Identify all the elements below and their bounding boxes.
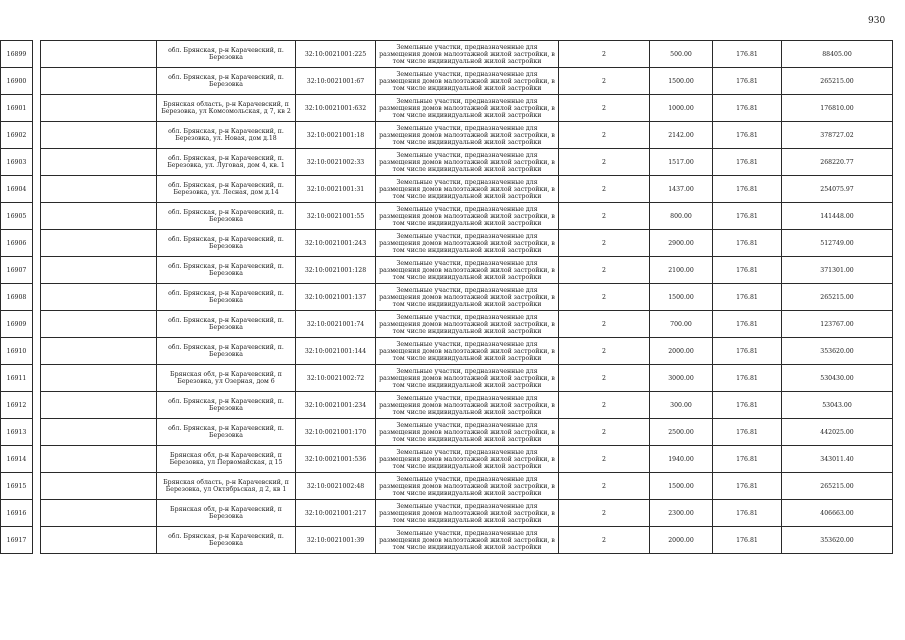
- specific-value-cell: 176.81: [713, 230, 782, 257]
- cadastral-value-cell: 176810.00: [782, 95, 893, 122]
- address-cell: обл. Брянская, р-н Карачевский, п. Березовка: [157, 392, 296, 419]
- address-cell: обл. Брянская, р-н Карачевский, п. Березовка: [157, 41, 296, 68]
- address-cell: обл. Брянская, р-н Карачевский, п. Березовка: [157, 257, 296, 284]
- group-cell: 2: [559, 446, 650, 473]
- cadastral-value-cell: 343011.40: [782, 446, 893, 473]
- cadastral-number-cell: 32:10:0021001:170: [296, 419, 376, 446]
- specific-value-cell: 176.81: [713, 149, 782, 176]
- specific-value-cell: 176.81: [713, 473, 782, 500]
- column-gap: [33, 149, 41, 176]
- specific-value-cell: 176.81: [713, 176, 782, 203]
- column-gap: [33, 176, 41, 203]
- page-number: 930: [868, 16, 886, 26]
- permitted-use-cell: Земельные участки, предназначенные для размещения домов малоэтажной жилой застройки, в том числе индивидуальной жилой застройки: [376, 149, 559, 176]
- blank-cell: [41, 122, 157, 149]
- area-cell: 2300.00: [650, 500, 713, 527]
- area-cell: 1500.00: [650, 68, 713, 95]
- permitted-use-cell: Земельные участки, предназначенные для размещения домов малоэтажной жилой застройки, в том числе индивидуальной жилой застройки: [376, 473, 559, 500]
- area-cell: 700.00: [650, 311, 713, 338]
- cadastral-value-cell: 123767.00: [782, 311, 893, 338]
- cadastral-value-cell: 378727.02: [782, 122, 893, 149]
- specific-value-cell: 176.81: [713, 41, 782, 68]
- cadastral-number-cell: 32:10:0021002:48: [296, 473, 376, 500]
- address-cell: Брянская обл, р-н Карачевский, п Березовка, ул Первомайская, д 15: [157, 446, 296, 473]
- cadastral-number-cell: 32:10:0021001:128: [296, 257, 376, 284]
- blank-cell: [41, 284, 157, 311]
- area-cell: 1500.00: [650, 284, 713, 311]
- column-gap: [33, 338, 41, 365]
- table-row: [1, 338, 893, 365]
- group-cell: 2: [559, 419, 650, 446]
- area-cell: 1940.00: [650, 446, 713, 473]
- register-body: [1, 41, 893, 554]
- table-row: [1, 284, 893, 311]
- group-cell: 2: [559, 122, 650, 149]
- cadastral-value-cell: 406663.00: [782, 500, 893, 527]
- cadastral-value-cell: 265215.00: [782, 284, 893, 311]
- table-row: [1, 392, 893, 419]
- cadastral-number-cell: 32:10:0021001:536: [296, 446, 376, 473]
- permitted-use-cell: Земельные участки, предназначенные для размещения домов малоэтажной жилой застройки, в том числе индивидуальной жилой застройки: [376, 95, 559, 122]
- row-number: 16908: [1, 284, 33, 311]
- blank-cell: [41, 392, 157, 419]
- table-row: [1, 446, 893, 473]
- table-row: [1, 500, 893, 527]
- cadastral-value-cell: 265215.00: [782, 68, 893, 95]
- column-gap: [33, 419, 41, 446]
- cadastral-value-cell: 530430.00: [782, 365, 893, 392]
- group-cell: 2: [559, 338, 650, 365]
- blank-cell: [41, 527, 157, 554]
- group-cell: 2: [559, 311, 650, 338]
- table-row: [1, 230, 893, 257]
- blank-cell: [41, 500, 157, 527]
- area-cell: 1000.00: [650, 95, 713, 122]
- cadastral-number-cell: 32:10:0021001:217: [296, 500, 376, 527]
- group-cell: 2: [559, 365, 650, 392]
- blank-cell: [41, 176, 157, 203]
- row-number: 16915: [1, 473, 33, 500]
- row-number: 16901: [1, 95, 33, 122]
- table-row: [1, 68, 893, 95]
- group-cell: 2: [559, 527, 650, 554]
- row-number: 16904: [1, 176, 33, 203]
- area-cell: 800.00: [650, 203, 713, 230]
- address-cell: Брянская обл, р-н Карачевский, п Березовка: [157, 500, 296, 527]
- group-cell: 2: [559, 149, 650, 176]
- column-gap: [33, 257, 41, 284]
- blank-cell: [41, 203, 157, 230]
- table-row: [1, 203, 893, 230]
- specific-value-cell: 176.81: [713, 311, 782, 338]
- address-cell: Брянская область, р-н Карачевский, п Березовка, ул Комсомольская, д 7, кв 2: [157, 95, 296, 122]
- table-row: [1, 419, 893, 446]
- specific-value-cell: 176.81: [713, 500, 782, 527]
- row-number: 16907: [1, 257, 33, 284]
- column-gap: [33, 284, 41, 311]
- cadastral-number-cell: 32:10:0021001:31: [296, 176, 376, 203]
- address-cell: обл. Брянская, р-н Карачевский, п. Березовка: [157, 203, 296, 230]
- row-number: 16900: [1, 68, 33, 95]
- row-number: 16902: [1, 122, 33, 149]
- group-cell: 2: [559, 176, 650, 203]
- address-cell: обл. Брянская, р-н Карачевский, п. Березовка: [157, 338, 296, 365]
- row-number: 16914: [1, 446, 33, 473]
- row-number: 16909: [1, 311, 33, 338]
- table-row: [1, 41, 893, 68]
- address-cell: Брянская обл, р-н Карачевский, п Березовка, ул Озерная, дом 6: [157, 365, 296, 392]
- row-number: 16912: [1, 392, 33, 419]
- address-cell: обл. Брянская, р-н Карачевский, п. Березовка: [157, 230, 296, 257]
- column-gap: [33, 68, 41, 95]
- permitted-use-cell: Земельные участки, предназначенные для размещения домов малоэтажной жилой застройки, в том числе индивидуальной жилой застройки: [376, 257, 559, 284]
- table-row: [1, 257, 893, 284]
- permitted-use-cell: Земельные участки, предназначенные для размещения домов малоэтажной жилой застройки, в том числе индивидуальной жилой застройки: [376, 203, 559, 230]
- cadastral-value-cell: 254075.97: [782, 176, 893, 203]
- cadastral-value-cell: 88405.00: [782, 41, 893, 68]
- area-cell: 1500.00: [650, 473, 713, 500]
- permitted-use-cell: Земельные участки, предназначенные для размещения домов малоэтажной жилой застройки, в том числе индивидуальной жилой застройки: [376, 284, 559, 311]
- specific-value-cell: 176.81: [713, 419, 782, 446]
- column-gap: [33, 203, 41, 230]
- cadastral-value-cell: 512749.00: [782, 230, 893, 257]
- row-number: 16916: [1, 500, 33, 527]
- table-row: [1, 149, 893, 176]
- table-row: [1, 95, 893, 122]
- specific-value-cell: 176.81: [713, 122, 782, 149]
- column-gap: [33, 230, 41, 257]
- address-cell: обл. Брянская, р-н Карачевский, п. Березовка: [157, 284, 296, 311]
- row-number: 16911: [1, 365, 33, 392]
- specific-value-cell: 176.81: [713, 257, 782, 284]
- permitted-use-cell: Земельные участки, предназначенные для размещения домов малоэтажной жилой застройки, в том числе индивидуальной жилой застройки: [376, 365, 559, 392]
- permitted-use-cell: Земельные участки, предназначенные для размещения домов малоэтажной жилой застройки, в том числе индивидуальной жилой застройки: [376, 446, 559, 473]
- cadastral-number-cell: 32:10:0021001:234: [296, 392, 376, 419]
- permitted-use-cell: Земельные участки, предназначенные для размещения домов малоэтажной жилой застройки, в том числе индивидуальной жилой застройки: [376, 176, 559, 203]
- specific-value-cell: 176.81: [713, 392, 782, 419]
- blank-cell: [41, 365, 157, 392]
- column-gap: [33, 311, 41, 338]
- blank-cell: [41, 446, 157, 473]
- cadastral-number-cell: 32:10:0021001:39: [296, 527, 376, 554]
- area-cell: 2100.00: [650, 257, 713, 284]
- blank-cell: [41, 68, 157, 95]
- cadastral-value-cell: 371301.00: [782, 257, 893, 284]
- cadastral-number-cell: 32:10:0021001:243: [296, 230, 376, 257]
- cadastral-number-cell: 32:10:0021001:74: [296, 311, 376, 338]
- area-cell: 1517.00: [650, 149, 713, 176]
- cadastral-number-cell: 32:10:0021001:137: [296, 284, 376, 311]
- permitted-use-cell: Земельные участки, предназначенные для размещения домов малоэтажной жилой застройки, в том числе индивидуальной жилой застройки: [376, 500, 559, 527]
- specific-value-cell: 176.81: [713, 68, 782, 95]
- blank-cell: [41, 311, 157, 338]
- cadastral-number-cell: 32:10:0021001:225: [296, 41, 376, 68]
- row-number: 16899: [1, 41, 33, 68]
- address-cell: Брянская область, р-н Карачевский, п Березовка, ул Октябрьская, д 2, кв 1: [157, 473, 296, 500]
- cadastral-number-cell: 32:10:0021002:72: [296, 365, 376, 392]
- column-gap: [33, 392, 41, 419]
- group-cell: 2: [559, 68, 650, 95]
- address-cell: обл. Брянская, р-н Карачевский, п. Березовка: [157, 311, 296, 338]
- table-row: [1, 176, 893, 203]
- permitted-use-cell: Земельные участки, предназначенные для размещения домов малоэтажной жилой застройки, в том числе индивидуальной жилой застройки: [376, 122, 559, 149]
- permitted-use-cell: Земельные участки, предназначенные для размещения домов малоэтажной жилой застройки, в том числе индивидуальной жилой застройки: [376, 41, 559, 68]
- cadastral-value-cell: 353620.00: [782, 338, 893, 365]
- blank-cell: [41, 338, 157, 365]
- permitted-use-cell: Земельные участки, предназначенные для размещения домов малоэтажной жилой застройки, в том числе индивидуальной жилой застройки: [376, 527, 559, 554]
- specific-value-cell: 176.81: [713, 95, 782, 122]
- blank-cell: [41, 95, 157, 122]
- group-cell: 2: [559, 203, 650, 230]
- cadastral-number-cell: 32:10:0021001:144: [296, 338, 376, 365]
- cadastral-value-cell: 265215.00: [782, 473, 893, 500]
- column-gap: [33, 95, 41, 122]
- land-register-table: [0, 40, 893, 554]
- area-cell: 2142.00: [650, 122, 713, 149]
- table-row: [1, 473, 893, 500]
- group-cell: 2: [559, 500, 650, 527]
- specific-value-cell: 176.81: [713, 446, 782, 473]
- area-cell: 1437.00: [650, 176, 713, 203]
- cadastral-number-cell: 32:10:0021001:55: [296, 203, 376, 230]
- row-number: 16906: [1, 230, 33, 257]
- row-number: 16913: [1, 419, 33, 446]
- specific-value-cell: 176.81: [713, 365, 782, 392]
- group-cell: 2: [559, 230, 650, 257]
- address-cell: обл. Брянская, р-н Карачевский, п. Березовка: [157, 419, 296, 446]
- permitted-use-cell: Земельные участки, предназначенные для размещения домов малоэтажной жилой застройки, в том числе индивидуальной жилой застройки: [376, 338, 559, 365]
- area-cell: 2000.00: [650, 527, 713, 554]
- cadastral-number-cell: 32:10:0021002:33: [296, 149, 376, 176]
- column-gap: [33, 473, 41, 500]
- cadastral-number-cell: 32:10:0021001:67: [296, 68, 376, 95]
- address-cell: обл. Брянская, р-н Карачевский, п. Березовка, ул. Новая, дом д.18: [157, 122, 296, 149]
- group-cell: 2: [559, 257, 650, 284]
- specific-value-cell: 176.81: [713, 203, 782, 230]
- group-cell: 2: [559, 392, 650, 419]
- row-number: 16910: [1, 338, 33, 365]
- address-cell: обл. Брянская, р-н Карачевский, п. Березовка: [157, 68, 296, 95]
- table-row: [1, 122, 893, 149]
- cadastral-value-cell: 141448.00: [782, 203, 893, 230]
- column-gap: [33, 500, 41, 527]
- area-cell: 2900.00: [650, 230, 713, 257]
- blank-cell: [41, 473, 157, 500]
- cadastral-value-cell: 353620.00: [782, 527, 893, 554]
- blank-cell: [41, 257, 157, 284]
- blank-cell: [41, 230, 157, 257]
- address-cell: обл. Брянская, р-н Карачевский, п. Березовка, ул. Лесная, дом д.14: [157, 176, 296, 203]
- cadastral-number-cell: 32:10:0021001:632: [296, 95, 376, 122]
- group-cell: 2: [559, 95, 650, 122]
- specific-value-cell: 176.81: [713, 527, 782, 554]
- row-number: 16905: [1, 203, 33, 230]
- permitted-use-cell: Земельные участки, предназначенные для размещения домов малоэтажной жилой застройки, в том числе индивидуальной жилой застройки: [376, 392, 559, 419]
- area-cell: 2500.00: [650, 419, 713, 446]
- blank-cell: [41, 419, 157, 446]
- address-cell: обл. Брянская, р-н Карачевский, п. Березовка: [157, 527, 296, 554]
- permitted-use-cell: Земельные участки, предназначенные для размещения домов малоэтажной жилой застройки, в том числе индивидуальной жилой застройки: [376, 68, 559, 95]
- table-row: [1, 311, 893, 338]
- specific-value-cell: 176.81: [713, 338, 782, 365]
- blank-cell: [41, 41, 157, 68]
- permitted-use-cell: Земельные участки, предназначенные для размещения домов малоэтажной жилой застройки, в том числе индивидуальной жилой застройки: [376, 311, 559, 338]
- group-cell: 2: [559, 473, 650, 500]
- blank-cell: [41, 149, 157, 176]
- permitted-use-cell: Земельные участки, предназначенные для размещения домов малоэтажной жилой застройки, в том числе индивидуальной жилой застройки: [376, 230, 559, 257]
- cadastral-number-cell: 32:10:0021001:18: [296, 122, 376, 149]
- group-cell: 2: [559, 284, 650, 311]
- permitted-use-cell: Земельные участки, предназначенные для размещения домов малоэтажной жилой застройки, в том числе индивидуальной жилой застройки: [376, 419, 559, 446]
- column-gap: [33, 446, 41, 473]
- table-row: [1, 527, 893, 554]
- column-gap: [33, 41, 41, 68]
- row-number: 16917: [1, 527, 33, 554]
- specific-value-cell: 176.81: [713, 284, 782, 311]
- cadastral-value-cell: 268220.77: [782, 149, 893, 176]
- column-gap: [33, 365, 41, 392]
- cadastral-value-cell: 442025.00: [782, 419, 893, 446]
- column-gap: [33, 527, 41, 554]
- row-number: 16903: [1, 149, 33, 176]
- area-cell: 2000.00: [650, 338, 713, 365]
- address-cell: обл. Брянская, р-н Карачевский, п. Березовка, ул. Луговая, дом 4, кв. 1: [157, 149, 296, 176]
- group-cell: 2: [559, 41, 650, 68]
- column-gap: [33, 122, 41, 149]
- area-cell: 500.00: [650, 41, 713, 68]
- cadastral-value-cell: 53043.00: [782, 392, 893, 419]
- area-cell: 3000.00: [650, 365, 713, 392]
- table-row: [1, 365, 893, 392]
- area-cell: 300.00: [650, 392, 713, 419]
